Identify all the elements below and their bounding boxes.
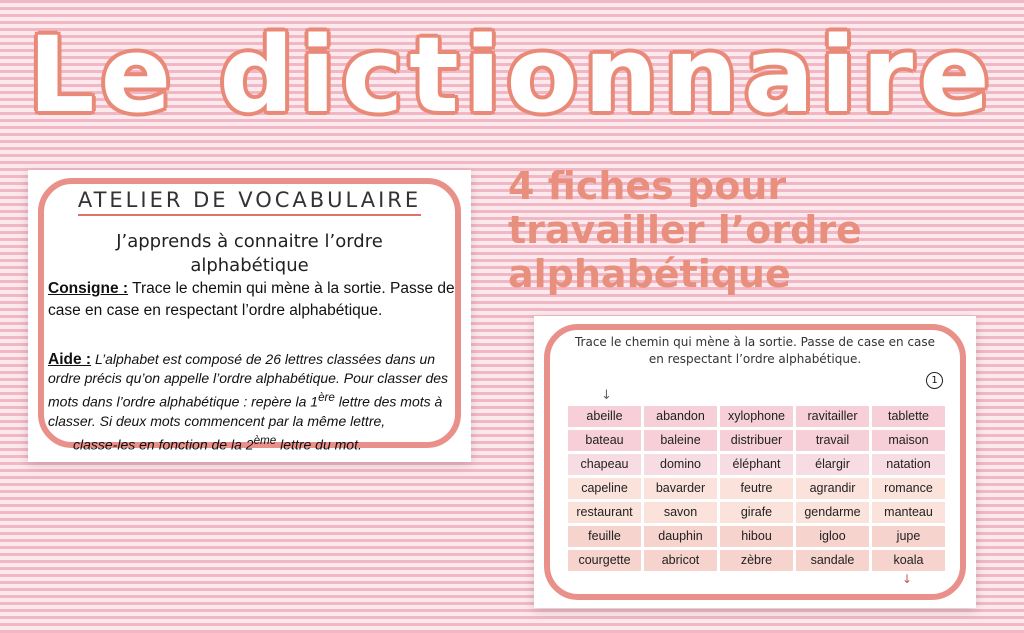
consigne-text: Consigne : Trace le chemin qui mène à la sortie. Passe de case en case en respectant l’ordre alphabétique. [48, 280, 455, 319]
start-arrow-icon: ↓ [601, 388, 612, 403]
word-cell[interactable]: igloo [796, 526, 869, 547]
word-cell[interactable]: feutre [720, 478, 793, 499]
word-cell[interactable]: dauphin [644, 526, 717, 547]
word-cell[interactable]: natation [872, 454, 945, 475]
word-cell[interactable]: travail [796, 430, 869, 451]
word-cell[interactable]: koala [872, 550, 945, 571]
word-cell[interactable]: chapeau [568, 454, 641, 475]
word-cell[interactable]: courgette [568, 550, 641, 571]
word-cell[interactable]: abeille [568, 406, 641, 427]
word-cell[interactable]: éléphant [720, 454, 793, 475]
word-cell[interactable]: capeline [568, 478, 641, 499]
word-cell[interactable]: hibou [720, 526, 793, 547]
word-cell[interactable]: ravitailler [796, 406, 869, 427]
word-cell[interactable]: manteau [872, 502, 945, 523]
word-grid [568, 406, 945, 571]
word-cell[interactable]: sandale [796, 550, 869, 571]
consigne-label: Consigne : [48, 280, 129, 297]
word-cell[interactable]: domino [644, 454, 717, 475]
word-cell[interactable]: savon [644, 502, 717, 523]
word-cell[interactable]: restaurant [568, 502, 641, 523]
vocabulary-card [28, 170, 471, 462]
word-cell[interactable]: jupe [872, 526, 945, 547]
word-cell[interactable]: bavarder [644, 478, 717, 499]
word-cell[interactable]: feuille [568, 526, 641, 547]
word-cell[interactable]: agrandir [796, 478, 869, 499]
word-cell[interactable]: abricot [644, 550, 717, 571]
word-cell[interactable]: abandon [644, 406, 717, 427]
sheet-number: 1 [926, 372, 943, 389]
word-cell[interactable]: distribuer [720, 430, 793, 451]
word-cell[interactable]: élargir [796, 454, 869, 475]
worksheet-card [534, 316, 976, 608]
page-title: Le dictionnaire [28, 14, 996, 136]
atelier-heading: ATELIER DE VOCABULAIRE [28, 188, 471, 212]
word-cell[interactable]: zèbre [720, 550, 793, 571]
word-cell[interactable]: maison [872, 430, 945, 451]
subtitle: 4 fiches pour travailler l’ordre alphabétique [508, 164, 862, 296]
word-cell[interactable]: tablette [872, 406, 945, 427]
word-cell[interactable]: baleine [644, 430, 717, 451]
word-cell[interactable]: gendarme [796, 502, 869, 523]
learning-goal: J’apprends à connaitre l’ordre alphabétique [116, 231, 383, 276]
word-cell[interactable]: girafe [720, 502, 793, 523]
word-cell[interactable]: xylophone [720, 406, 793, 427]
exit-arrow-icon: ↓ [902, 572, 913, 586]
worksheet-instructions: Trace le chemin qui mène à la sortie. Passe de case en case en respectant l’ordre alphabétique. [574, 335, 936, 366]
aide-label: Aide : [48, 351, 92, 368]
word-cell[interactable]: bateau [568, 430, 641, 451]
aide-text: Aide : L’alphabet est composé de 26 lettres classées dans un ordre précis qu’on appelle l’ordre alphabétique. Pour classer des mots dans l’ordre alphabétique : repère la 1ère lettre des mots à classer. Si deux mots commencent par la même lettre, classe-les en fonction de la 2ème lettre du mot. [48, 351, 449, 453]
word-cell[interactable]: romance [872, 478, 945, 499]
